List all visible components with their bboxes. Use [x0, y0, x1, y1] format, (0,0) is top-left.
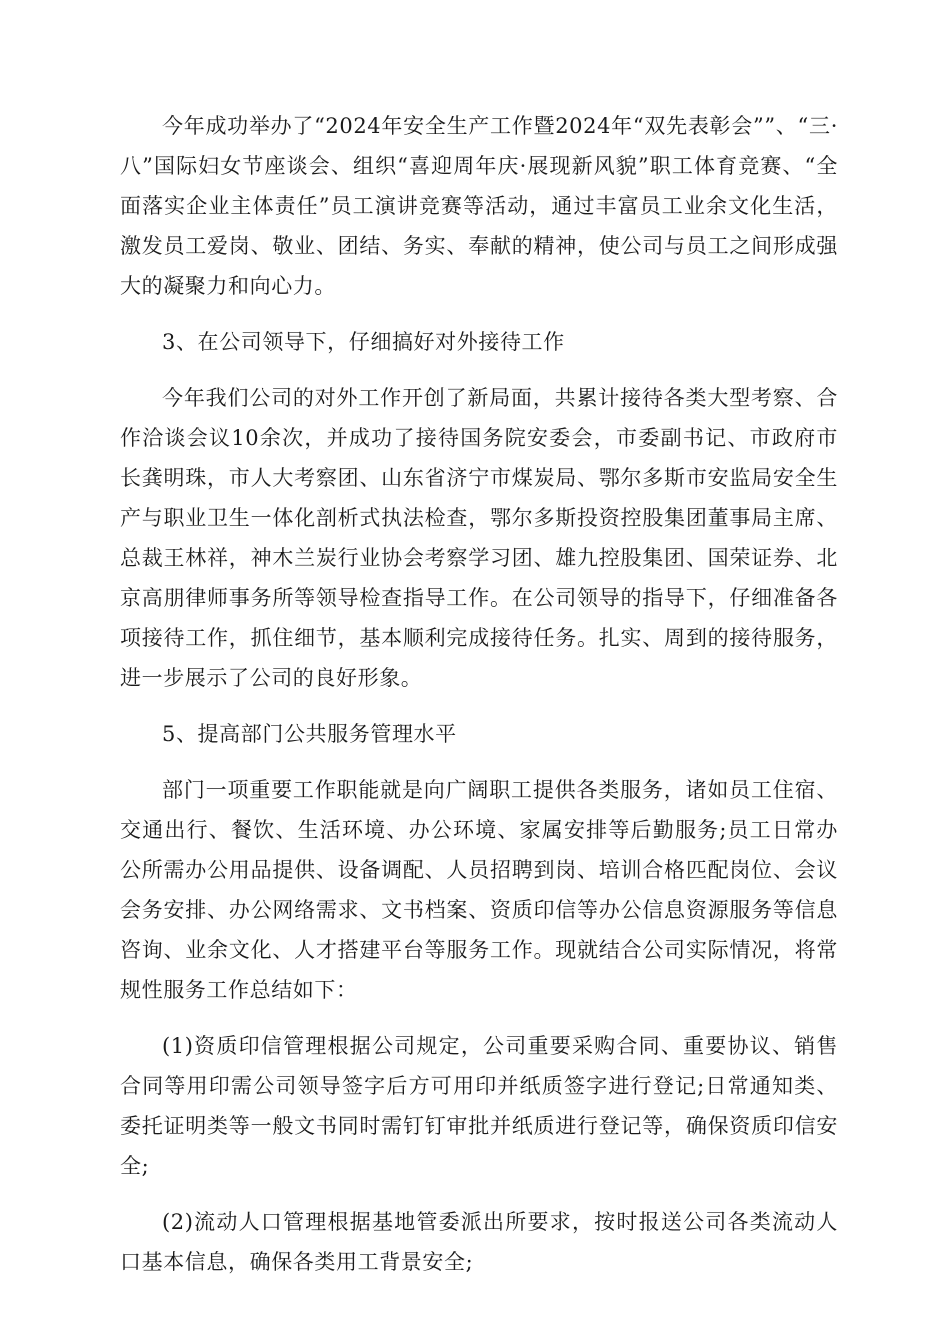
heading-public-service: 5、提高部门公共服务管理水平 — [162, 722, 457, 746]
paragraph-services: 部门一项重要工作职能就是向广阔职工提供各类服务，诸如员工住宿、交通出行、餐饮、生活环境、办公环境、家属安排等后勤服务;员工日常办公所需办公用品提供、设备调配、人员招聘到岗、培训合格匹配岗位、会议会务安排、办公网络需求、文书档案、资质印信等办公信息资源服务等信息咨询、业余文化、人才搭建平台等服务工作。现就结合公司实际情况，将常规性服务工作总结如下： — [120, 778, 838, 1002]
paragraph-seal-management: (1)资质印信管理根据公司规定，公司重要采购合同、重要协议、销售合同等用印需公司领导签字后方可用印并纸质签字进行登记;日常通知类、委托证明类等一般文书同时需钉钉审批并纸质进行登记等，确保资质印信安全; — [120, 1034, 838, 1178]
paragraph-floating-population: (2)流动人口管理根据基地管委派出所要求，按时报送公司各类流动人口基本信息，确保各类用工背景安全; — [120, 1210, 838, 1274]
heading-external-reception: 3、在公司领导下，仔细搞好对外接待工作 — [162, 330, 565, 354]
paragraph-reception: 今年我们公司的对外工作开创了新局面，共累计接待各类大型考察、合作洽谈会议10余次，并成功了接待国务院安委会，市委副书记、市政府市长龚明珠，市人大考察团、山东省济宁市煤炭局、鄂尔多斯市安监局安全生产与职业卫生一体化剖析式执法检查，鄂尔多斯投资控股集团董事局主席、总裁王林祥，神木兰炭行业协会考察学习团、雄九控股集团、国荣证券、北京高朋律师事务所等领导检查指导工作。在公司领导的指导下，仔细准备各项接待工作，抓住细节，基本顺利完成接待任务。扎实、周到的接待服务，进一步展示了公司的良好形象。 — [120, 386, 838, 690]
document-page — [120, 106, 838, 1298]
paragraph-activities: 今年成功举办了“2024年安全生产工作暨2024年“双先表彰会””、“三·八”国际妇女节座谈会、组织“喜迎周年庆·展现新风貌”职工体育竞赛、“全面落实企业主体责任”员工演讲竞赛等活动，通过丰富员工业余文化生活，激发员工爱岗、敬业、团结、务实、奉献的精神，使公司与员工之间形成强大的凝聚力和向心力。 — [120, 114, 838, 298]
